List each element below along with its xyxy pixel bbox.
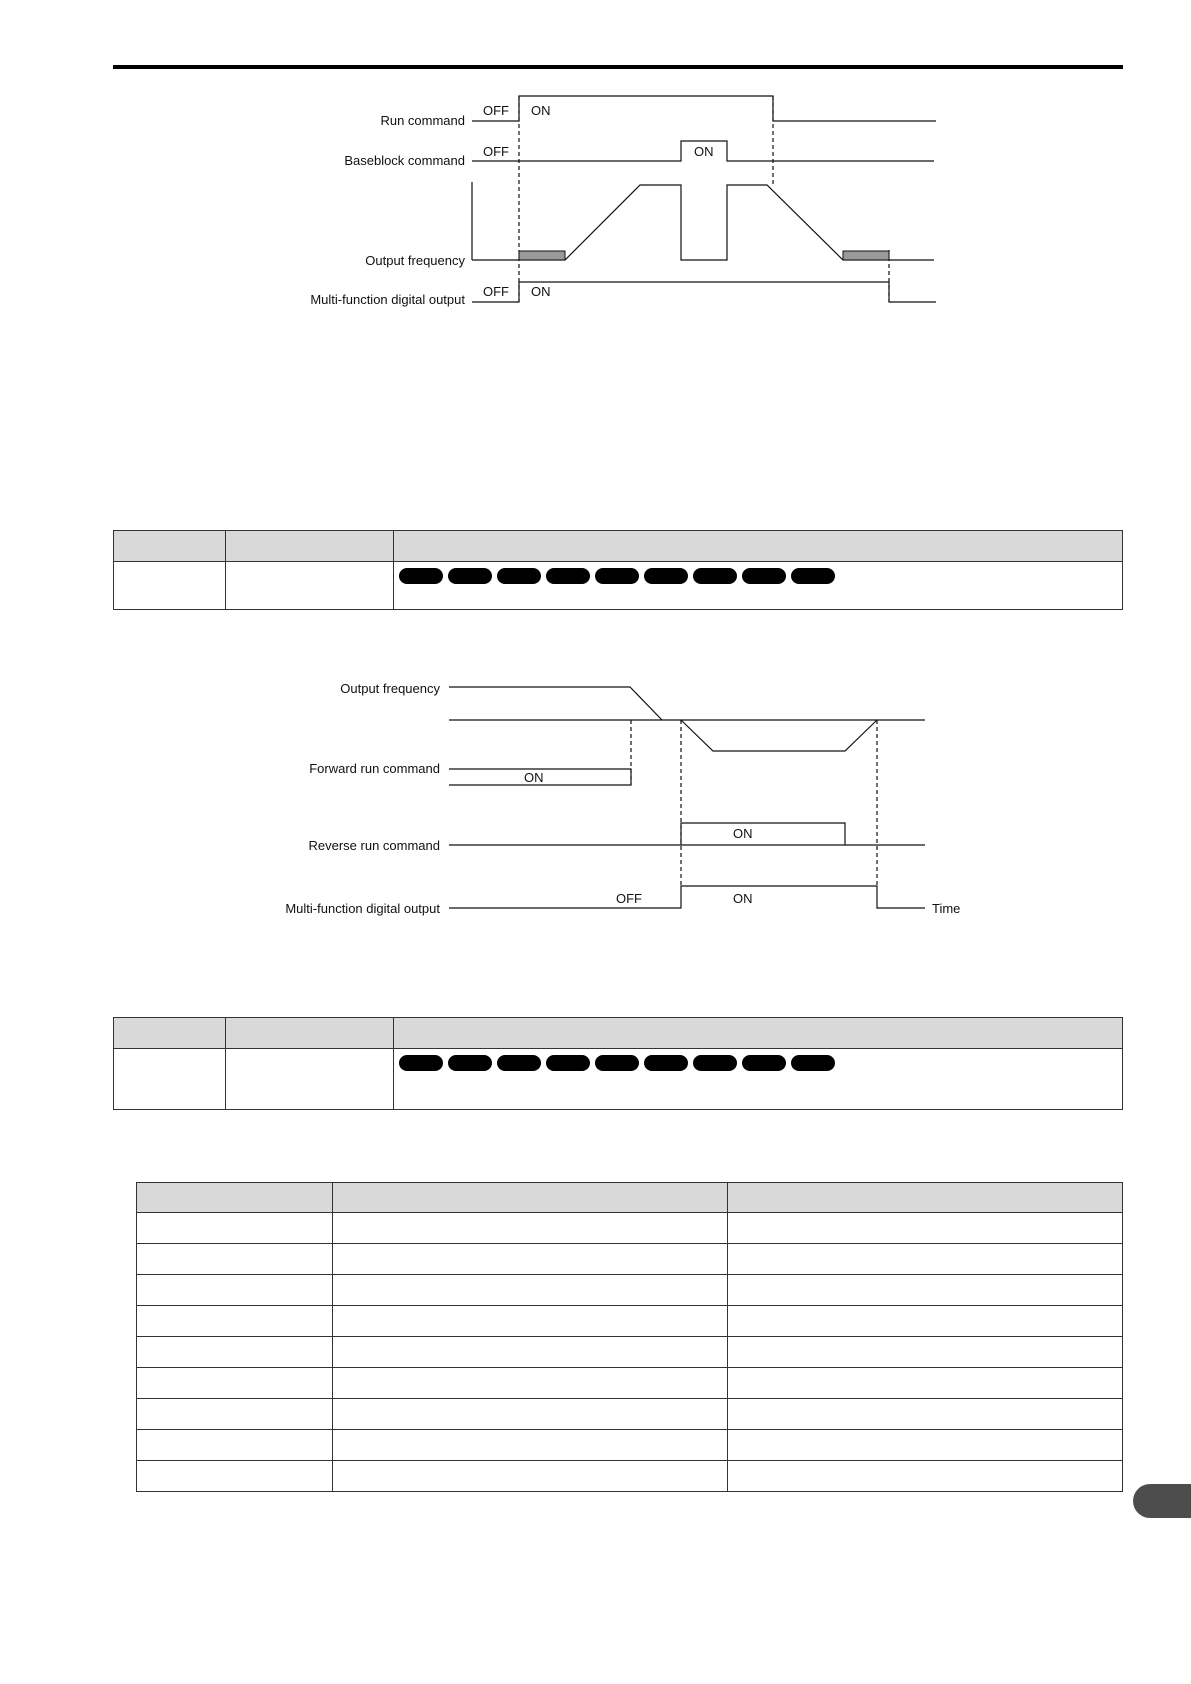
model-badge (448, 1055, 492, 1071)
output-frequency-waveform (472, 185, 934, 260)
model-badge (644, 1055, 688, 1071)
run-command-on: ON (531, 103, 551, 118)
model-badge (693, 1055, 737, 1071)
output-frequency-label: Output frequency (365, 253, 465, 268)
header-cell (114, 531, 226, 562)
description-cell (394, 562, 1123, 610)
table-row (137, 1430, 1123, 1461)
table-row (137, 1306, 1123, 1337)
table-cell (728, 1213, 1123, 1244)
baseblock-command-on: ON (694, 144, 714, 159)
dc-injection-stop-pulse (843, 251, 889, 260)
header-cell (226, 1018, 394, 1049)
output-frequency-label: Output frequency (340, 681, 440, 696)
table-row (137, 1368, 1123, 1399)
output-frequency-waveform (449, 687, 662, 720)
model-badge (399, 1055, 443, 1071)
table-cell (333, 1430, 728, 1461)
run-command-label: Run command (380, 113, 465, 128)
model-badge (399, 568, 443, 584)
drive-model-badges (394, 562, 1122, 590)
model-badge (448, 568, 492, 584)
table-cell (114, 562, 226, 610)
chapter-tab[interactable] (1133, 1484, 1191, 1518)
header-cell (333, 1183, 728, 1213)
baseblock-timing-diagram (0, 0, 1191, 340)
table-cell (728, 1306, 1123, 1337)
table-row (137, 1337, 1123, 1368)
table-header-row (137, 1183, 1123, 1213)
table-cell (333, 1337, 728, 1368)
run-command-off: OFF (483, 103, 509, 118)
digital-output-on: ON (733, 891, 753, 906)
model-badge (595, 568, 639, 584)
table-cell (333, 1244, 728, 1275)
table-row (137, 1213, 1123, 1244)
table-cell (728, 1399, 1123, 1430)
model-badge (791, 1055, 835, 1071)
table-header-row (114, 1018, 1123, 1049)
table-cell (137, 1244, 333, 1275)
table-row (137, 1461, 1123, 1492)
table-cell (333, 1306, 728, 1337)
model-badge (595, 1055, 639, 1071)
digital-output-off: OFF (616, 891, 642, 906)
table-cell (137, 1213, 333, 1244)
parameter-table-1 (113, 530, 1123, 610)
table-cell (728, 1368, 1123, 1399)
table-cell (333, 1275, 728, 1306)
header-cell (226, 531, 394, 562)
table-row (137, 1244, 1123, 1275)
digital-output-label: Multi-function digital output (310, 292, 465, 307)
baseblock-command-label: Baseblock command (344, 153, 465, 168)
digital-output-label: Multi-function digital output (285, 901, 440, 916)
table-cell (137, 1275, 333, 1306)
setting-values-table (136, 1182, 1123, 1492)
description-cell (394, 1049, 1123, 1110)
table-cell (728, 1461, 1123, 1492)
header-cell (114, 1018, 226, 1049)
model-badge (546, 1055, 590, 1071)
forward-run-on: ON (524, 770, 544, 785)
digital-output-on: ON (531, 284, 551, 299)
table-row (137, 1399, 1123, 1430)
table-cell (333, 1368, 728, 1399)
header-cell (137, 1183, 333, 1213)
forward-run-label: Forward run command (309, 761, 440, 776)
table-row (114, 562, 1123, 610)
reverse-run-timing-diagram (0, 660, 1191, 920)
model-badge (497, 568, 541, 584)
header-cell (394, 1018, 1123, 1049)
table-cell (728, 1430, 1123, 1461)
table-cell (137, 1306, 333, 1337)
reverse-run-on: ON (733, 826, 753, 841)
reverse-run-waveform (449, 823, 925, 845)
header-cell (394, 531, 1123, 562)
table-cell (728, 1275, 1123, 1306)
model-badge (693, 568, 737, 584)
table-cell (137, 1337, 333, 1368)
model-badge (791, 568, 835, 584)
table-cell (137, 1461, 333, 1492)
table-row (114, 1049, 1123, 1110)
model-badge (742, 1055, 786, 1071)
table-row (137, 1275, 1123, 1306)
table-cell (226, 562, 394, 610)
table-cell (333, 1213, 728, 1244)
reverse-run-label: Reverse run command (308, 838, 440, 853)
table-cell (226, 1049, 394, 1110)
model-badge (546, 568, 590, 584)
digital-output-waveform (449, 886, 925, 908)
model-badge (497, 1055, 541, 1071)
table-cell (728, 1244, 1123, 1275)
drive-model-badges (394, 1049, 1122, 1077)
header-cell (728, 1183, 1123, 1213)
baseblock-command-off: OFF (483, 144, 509, 159)
output-frequency-reverse (681, 720, 877, 751)
time-axis-label: Time (932, 901, 961, 916)
model-badge (644, 568, 688, 584)
table-cell (333, 1461, 728, 1492)
model-badge (742, 568, 786, 584)
digital-output-off: OFF (483, 284, 509, 299)
table-cell (114, 1049, 226, 1110)
table-cell (137, 1430, 333, 1461)
table-header-row (114, 531, 1123, 562)
table-cell (137, 1368, 333, 1399)
parameter-table-2 (113, 1017, 1123, 1110)
table-cell (137, 1399, 333, 1430)
table-cell (728, 1337, 1123, 1368)
dc-injection-start-pulse (519, 251, 565, 260)
table-cell (333, 1399, 728, 1430)
